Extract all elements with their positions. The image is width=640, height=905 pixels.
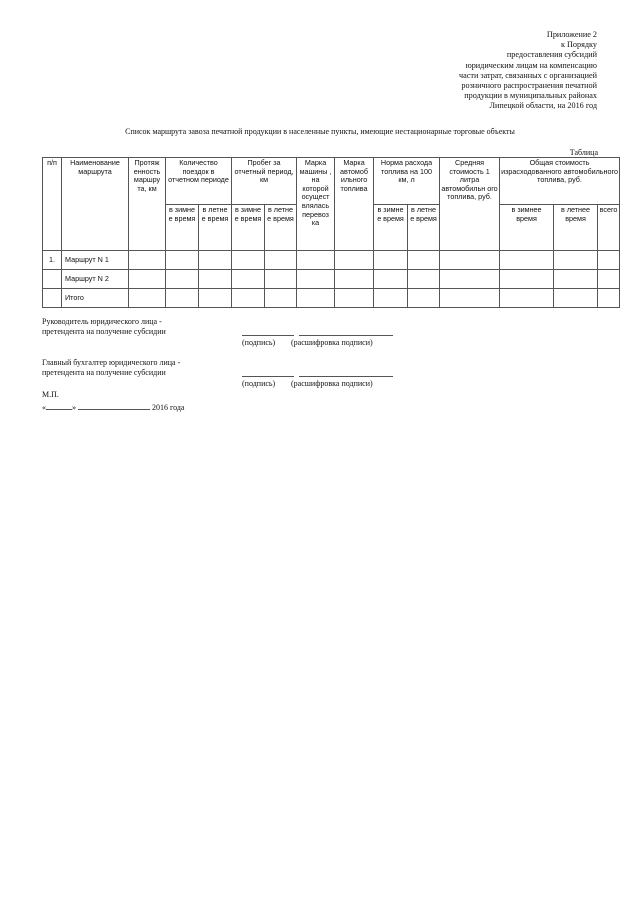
cell [166,270,199,289]
header-route-name: Наименование маршрута [62,158,129,251]
accountant-sign-line [242,376,294,377]
header-total-cost: Общая стоимость израсходованного автомобильного топлива, руб. [500,158,620,205]
cell [265,289,297,308]
cell [232,251,265,270]
routes-table [42,157,620,308]
cell [297,289,335,308]
accountant-decode-line [299,376,393,377]
header-num: п/п [43,158,62,251]
cell [265,270,297,289]
header-mileage-winter: в зимне е время [232,205,265,251]
date-close-quote: » [72,403,76,412]
header-cost-summer: в летнее время [554,205,598,251]
appendix-line: части затрат, связанных с организацией [459,70,597,80]
appendix-line: продукции в муниципальных районах [464,91,597,101]
cell [440,251,500,270]
header-mileage-summer: в летне е время [265,205,297,251]
header-length: Протяж енность маршру та, км [129,158,166,251]
cell [265,251,297,270]
appendix-line: предоставления субсидий [506,50,597,60]
head-decode-caption: (расшифровка подписи) [291,338,373,347]
cell [598,289,620,308]
cell [598,251,620,270]
cell [199,251,232,270]
head-sign-line [242,335,294,336]
row-num [43,289,62,308]
cell [500,251,554,270]
accountant-signature-line1: Главный бухгалтер юридического лица - [42,358,181,367]
cell [335,270,374,289]
head-signature-line1: Руководитель юридического лица - [42,317,162,326]
cell [166,289,199,308]
cell [297,270,335,289]
header-trips-summer: в летне е время [199,205,232,251]
row-route-name: Маршрут N 1 [62,251,129,270]
appendix-line: Приложение 2 [546,30,597,39]
accountant-decode-caption: (расшифровка подписи) [291,379,373,388]
document-title: Список маршрута завоза печатной продукции в населенные пункты, имеющие нестационарные торговые объекты [125,127,515,136]
cell [166,251,199,270]
header-trips: Количество поездок в отчетном периоде [166,158,232,205]
header-trips-winter: в зимне е время [166,205,199,251]
date-day-blank [46,401,72,410]
cell [335,289,374,308]
header-norm-winter: в зимне е время [374,205,408,251]
head-signature-label [42,317,166,337]
cell [598,270,620,289]
appendix-header [459,30,597,112]
table-label: Таблица [569,148,598,157]
cell [500,289,554,308]
cell [408,270,440,289]
header-mileage: Пробег за отчетный период, км [232,158,297,205]
cell [129,289,166,308]
row-route-name: Итого [62,289,129,308]
cell [554,251,598,270]
cell [500,270,554,289]
header-cost-winter: в зимнее время [500,205,554,251]
cell [297,251,335,270]
cell [129,270,166,289]
cell [374,289,408,308]
header-vehicle-brand: Марка машины , на которой осущест влялась перевоз ка [297,158,335,251]
header-norm-summer: в летне е время [408,205,440,251]
appendix-line: юридическим лицам на компенсацию [465,60,597,70]
row-route-name: Маршрут N 2 [62,270,129,289]
table-row-total [43,289,620,308]
date-open-quote: « [42,403,46,412]
cell [374,251,408,270]
cell [129,251,166,270]
accountant-sign-caption: (подпись) [242,379,276,388]
appendix-line: Липецкой области, на 2016 год [489,101,597,111]
cell [335,251,374,270]
head-sign-caption: (подпись) [242,338,276,347]
date-year: 2016 года [152,403,185,412]
header-fuel-norm: Норма расхода топлива на 100 км, л [374,158,440,205]
accountant-signature-line2: претендента на получение субсидии [42,368,166,377]
cell [199,270,232,289]
date-line [42,401,184,412]
cell [554,289,598,308]
cell [374,270,408,289]
stamp-label: М.П. [42,390,59,399]
row-num [43,270,62,289]
cell [408,289,440,308]
cell [554,270,598,289]
cell [232,289,265,308]
header-fuel-brand: Марка автомоб ильного топлива [335,158,374,251]
appendix-line: розничного распространения печатной [461,81,597,91]
cell [440,270,500,289]
cell [232,270,265,289]
row-num: 1. [43,251,62,270]
header-avg-cost: Средняя стоимость 1 литра автомобильн ого топлива, руб. [440,158,500,251]
date-month-blank [78,401,150,410]
table-row [43,270,620,289]
cell [440,289,500,308]
accountant-signature-label [42,358,180,378]
cell [408,251,440,270]
header-cost-total: всего [598,205,620,251]
head-signature-line2: претендента на получение субсидии [42,327,166,336]
appendix-line: к Порядку [560,40,597,50]
head-decode-line [299,335,393,336]
table-row [43,251,620,270]
cell [199,289,232,308]
